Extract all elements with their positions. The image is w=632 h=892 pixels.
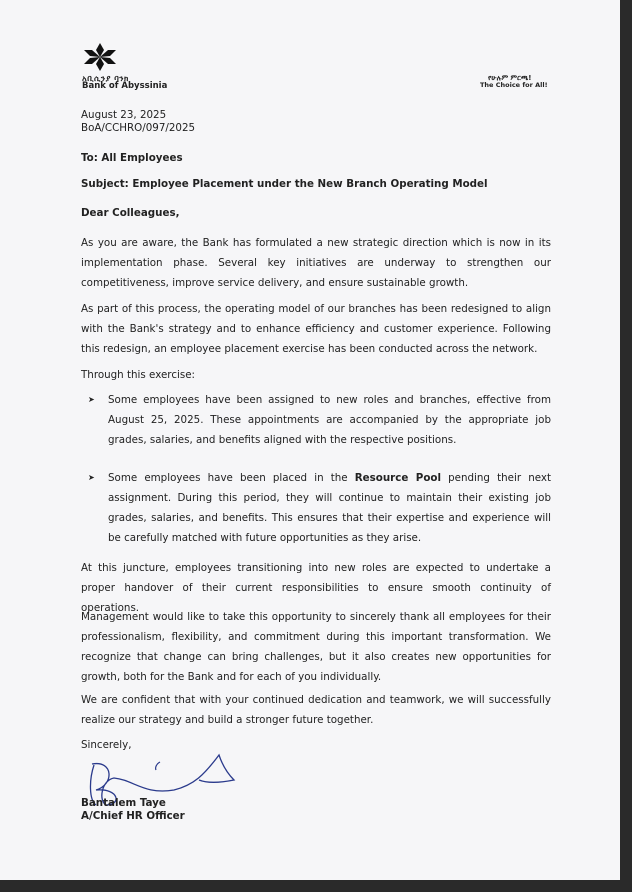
paragraph: At this juncture, employees transitioning into new roles are expected to undertake a proper handover of their current responsibilities to ensure smooth continuity of operations. — [81, 562, 551, 614]
bullet-text: Some employees have been placed in the — [108, 472, 355, 484]
recipient: To: All Employees — [81, 152, 183, 164]
bullet-text: pending their next assignment. During this period, they will continue to maintain their existing job grades, salaries, and benefits. This ensures that their expertise and experience will be carefully matched with future opportunities as they arise. — [108, 472, 552, 544]
bank-name: Bank of Abyssinia — [82, 81, 168, 91]
resource-pool-term: Resource Pool — [354, 472, 441, 484]
letter-date: August 23, 2025 — [81, 109, 167, 121]
bullet-item — [88, 468, 552, 548]
bullet-text: Some employees have been assigned to new roles and branches, effective from August 25, 2025. These appointments are accompanied by the appropriate job grades, salaries, and benefits aligned with the respective positions. — [108, 394, 551, 446]
paragraph: Through this exercise: — [81, 369, 196, 381]
tagline-amharic: የሁሉም ምርጫ! — [488, 74, 532, 82]
bullet-item — [88, 390, 551, 450]
reference-number: BoA/CCHRO/097/2025 — [81, 122, 196, 134]
arrowhead-right-icon: ➤ — [88, 395, 95, 404]
signatory-name: Bantalem Taye — [81, 797, 166, 809]
paragraph: As part of this process, the operating model of our branches has been redesigned to align with the Bank's strategy and to enhance efficiency and customer experience. Following this redesign, an employee placement exercise has been conducted across the network. — [81, 303, 551, 355]
bank-logo — [82, 42, 118, 72]
subject-line: Subject: Employee Placement under the New Branch Operating Model — [81, 178, 488, 190]
signoff: Sincerely, — [81, 739, 132, 751]
arrowhead-right-icon: ➤ — [88, 473, 95, 482]
paragraph: Management would like to take this opportunity to sincerely thank all employees for their professionalism, flexibility, and commitment during this important transformation. We recognize that change can bring challenges, but it also creates new opportunities for growth, both for the Bank and for each of you individually. — [81, 611, 551, 683]
tagline: The Choice for All! — [480, 81, 548, 89]
salutation: Dear Colleagues, — [81, 207, 180, 219]
bank-name-amharic: አቢሲንያ ባንክ — [82, 74, 129, 83]
signatory-title: A/Chief HR Officer — [81, 810, 185, 822]
paragraph: We are confident that with your continued dedication and teamwork, we will successfully realize our strategy and build a stronger future together. — [81, 694, 551, 726]
paragraph: As you are aware, the Bank has formulated a new strategic direction which is now in its implementation phase. Several key initiatives are underway to strengthen our competitiveness, improve service delivery, and ensure sustainable growth. — [81, 237, 551, 289]
